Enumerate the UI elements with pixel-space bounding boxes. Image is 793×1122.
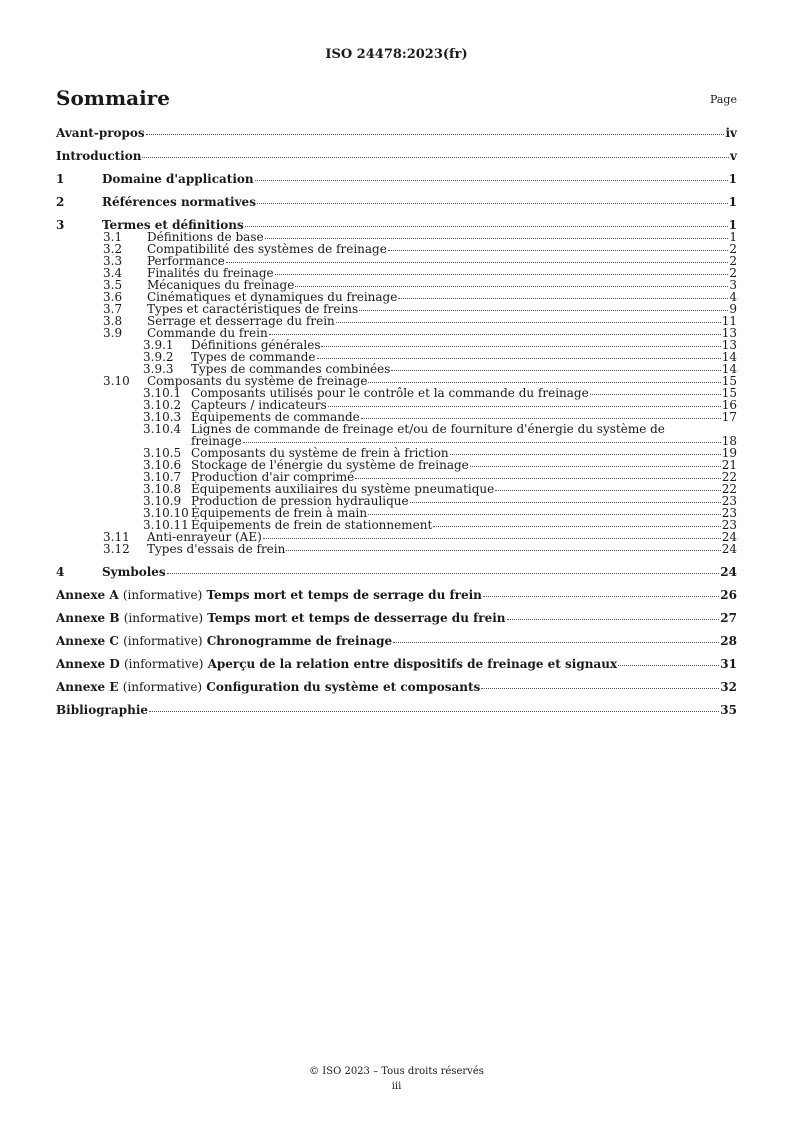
toc-entry-3-11[interactable]: 3.11 Anti-enrayeur (AE) 24 xyxy=(103,530,737,544)
toc-entry-3-10-6[interactable]: 3.10.6 Stockage de l'énergie du système de freinage 21 xyxy=(143,458,737,472)
toc-entry-annex-a[interactable]: Annexe A (informative) Temps mort et temps de serrage du frein 26 xyxy=(56,588,737,602)
toc-entry-3-10-8[interactable]: 3.10.8 Équipements auxiliaires du système pneumatique 22 xyxy=(143,482,737,496)
toc-entry-3-2[interactable]: 3.2 Compatibilité des systèmes de freinage 2 xyxy=(103,242,737,256)
toc-entry-3-1[interactable]: 3.1 Définitions de base 1 xyxy=(103,230,737,244)
toc-entry-annex-e[interactable]: Annexe E (informative) Configuration du système et composants 32 xyxy=(56,680,737,694)
toc-entry-3-10-9[interactable]: 3.10.9 Production de pression hydraulique 23 xyxy=(143,494,737,508)
toc-entry-3-10-10[interactable]: 3.10.10 Équipements de frein à main 23 xyxy=(143,506,737,520)
toc-entry-3-8[interactable]: 3.8 Serrage et desserrage du frein 11 xyxy=(103,314,737,328)
toc-entry-3-9-1[interactable]: 3.9.1 Définitions générales 13 xyxy=(143,338,737,352)
toc-entry-3-4[interactable]: 3.4 Finalités du freinage 2 xyxy=(103,266,737,280)
toc-entry-3-3[interactable]: 3.3 Performance 2 xyxy=(103,254,737,268)
toc-entry-3-12[interactable]: 3.12 Types d'essais de frein 24 xyxy=(103,542,737,556)
toc-entry-section-4[interactable]: 4 Symboles 24 xyxy=(56,565,737,579)
toc-entry-3-10[interactable]: 3.10 Composants du système de freinage 15 xyxy=(103,374,737,388)
title-row xyxy=(56,86,737,112)
toc-entry-section-2[interactable]: 2 Références normatives 1 xyxy=(56,195,737,209)
toc-entry-3-10-11[interactable]: 3.10.11 Équipements de frein de stationnement 23 xyxy=(143,518,737,532)
toc-entry-bibliographie[interactable]: Bibliographie 35 xyxy=(56,703,737,717)
toc-entry-3-6[interactable]: 3.6 Cinématiques et dynamiques du freinage 4 xyxy=(103,290,737,304)
page-number: iii xyxy=(391,1081,402,1092)
toc-entry-avant-propos[interactable]: Avant-propos iv xyxy=(56,126,737,140)
toc-entry-3-9-3[interactable]: 3.9.3 Types de commandes combinées 14 xyxy=(143,362,737,376)
toc-entry-3-10-7[interactable]: 3.10.7 Production d'air comprimé 22 xyxy=(143,470,737,484)
page-column-label: Page xyxy=(709,93,737,106)
toc-entry-3-10-4[interactable]: 3.10.4 Lignes de commande de freinage et/ou de fourniture d'énergie du système de xyxy=(143,422,665,436)
toc-entry-3-9[interactable]: 3.9 Commande du frein 13 xyxy=(103,326,737,340)
toc-entry-3-10-1[interactable]: 3.10.1 Composants utilisés pour le contrôle et la commande du freinage 15 xyxy=(143,386,737,400)
page-title: Sommaire xyxy=(56,86,170,110)
toc-entry-3-10-4-cont[interactable]: freinage 18 xyxy=(191,434,737,448)
toc-entry-3-10-2[interactable]: 3.10.2 Capteurs / indicateurs 16 xyxy=(143,398,737,412)
toc-entry-introduction[interactable]: Introduction v xyxy=(56,149,737,163)
document-id: ISO 24478:2023(fr) xyxy=(325,47,468,62)
toc-entry-3-7[interactable]: 3.7 Types et caractéristiques de freins 9 xyxy=(103,302,737,316)
page-footer xyxy=(0,1064,793,1094)
toc-entry-annex-d[interactable]: Annexe D (informative) Aperçu de la relation entre dispositifs de freinage et signaux 31 xyxy=(56,657,737,671)
toc-entry-3-10-5[interactable]: 3.10.5 Composants du système de frein à friction 19 xyxy=(143,446,737,460)
toc-entry-annex-b[interactable]: Annexe B (informative) Temps mort et temps de desserrage du frein 27 xyxy=(56,611,737,625)
toc-entry-3-5[interactable]: 3.5 Mécaniques du freinage 3 xyxy=(103,278,737,292)
copyright-notice: © ISO 2023 – Tous droits réservés xyxy=(309,1066,484,1077)
toc-entry-3-10-3[interactable]: 3.10.3 Équipements de commande 17 xyxy=(143,410,737,424)
toc-entry-section-1[interactable]: 1 Domaine d'application 1 xyxy=(56,172,737,186)
table-of-contents xyxy=(56,127,737,716)
toc-entry-annex-c[interactable]: Annexe C (informative) Chronogramme de freinage 28 xyxy=(56,634,737,648)
toc-entry-section-3[interactable]: 3 Termes et définitions 1 xyxy=(56,218,737,232)
toc-entry-3-9-2[interactable]: 3.9.2 Types de commande 14 xyxy=(143,350,737,364)
